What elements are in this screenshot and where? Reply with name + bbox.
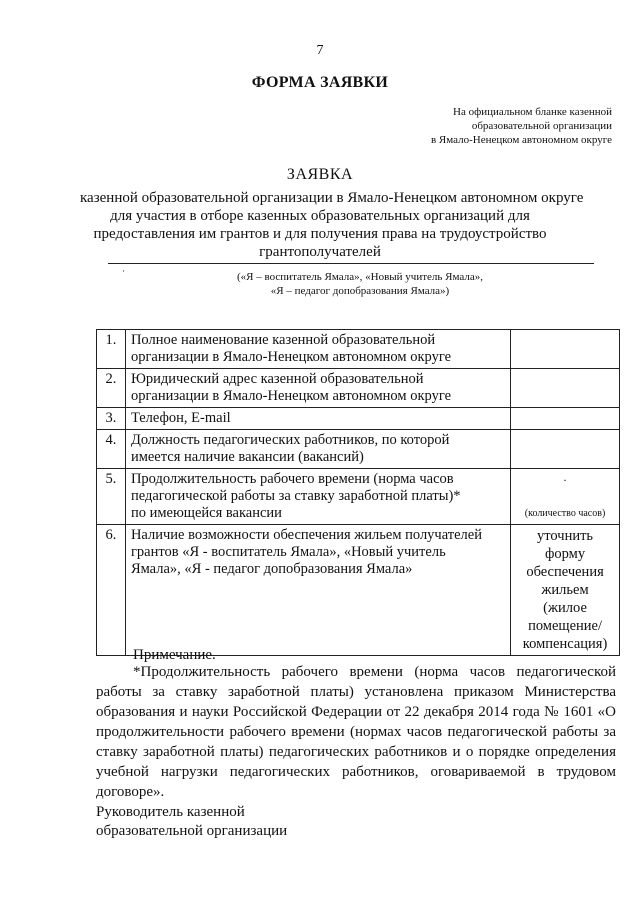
hours-caption: (количество часов): [524, 508, 606, 519]
row-description: [125, 430, 510, 469]
application-title: ЗАЯВКА: [286, 166, 354, 183]
official-note-line: в Ямало-Ненецком автономном округе: [430, 134, 612, 146]
row-text-line: Юридический адрес казенной образовательной: [130, 371, 424, 387]
subtitle-line: предоставления им грантов и для получения права на трудоустройство: [93, 226, 547, 242]
official-note-line: На официальном бланке казенной: [453, 106, 612, 118]
page-number: 7: [316, 43, 324, 58]
table-row: [97, 469, 620, 525]
value-cell[interactable]: [511, 408, 620, 430]
row-text-line: организации в Ямало-Ненецком автономном округе: [130, 388, 452, 404]
row-number: 5.: [97, 469, 126, 525]
subtitle-line: казенной образовательной организации в Ямало-Ненецком автономном округе: [80, 190, 584, 206]
row-text-line: педагогической работы за ставку заработной платы)*: [130, 488, 461, 504]
housing-text-line: (жилое: [543, 600, 587, 616]
official-note-line: образовательной организации: [471, 120, 612, 132]
table-row: [97, 369, 620, 408]
row-text-line: Телефон, E-mail: [130, 410, 231, 426]
value-cell[interactable]: [511, 330, 620, 369]
row-text-line: грантов «Я - воспитатель Ямала», «Новый учитель: [130, 544, 446, 560]
note-line: работы за ставку заработной платы) установлена приказом Министерства: [96, 684, 616, 700]
program-line: («Я – воспитатель Ямала», «Новый учитель Ямала»,: [237, 271, 483, 283]
note-line: *Продолжительность рабочего времени (норма часов педагогической: [133, 664, 616, 680]
row-description: [125, 330, 510, 369]
signature-line: Руководитель казенной: [96, 804, 245, 820]
row-text-line: Должность педагогических работников, по которой: [130, 432, 450, 448]
note-line: договоре».: [96, 784, 165, 800]
row-text-line: Полное наименование казенной образовательной: [130, 332, 436, 348]
table-row: [97, 430, 620, 469]
row-number: 2.: [97, 369, 126, 408]
field-mark: ·: [563, 473, 568, 487]
row-description: [125, 408, 510, 430]
program-line: «Я – педагог допобразования Ямала»): [270, 285, 450, 297]
program-names: [120, 270, 600, 298]
row-text-line: Продолжительность рабочего времени (норма часов: [130, 471, 454, 487]
official-letterhead-note: [392, 105, 612, 147]
application-subtitle: [80, 189, 584, 261]
note-body: [96, 662, 616, 802]
housing-text-line: помещение/: [528, 618, 602, 634]
row-description: [125, 369, 510, 408]
signature-line: образовательной организации: [96, 823, 288, 839]
housing-text-line: уточнить: [537, 528, 594, 544]
note-line: ставку заработной платы) педагогических работников и о порядке определения: [96, 744, 616, 760]
note-line: учебной нагрузки педагогических работников, оговариваемой в трудовом: [96, 764, 616, 780]
table-row: [97, 525, 620, 656]
subtitle-line: для участия в отборе казенных образовательных организаций для: [110, 208, 530, 224]
housing-text-line: жильем: [541, 582, 589, 598]
housing-value-cell[interactable]: [511, 525, 620, 656]
application-form-table: [96, 329, 620, 656]
note-title: Примечание.: [133, 647, 216, 663]
note-line: образования и науки Российской Федерации от 22 декабря 2014 года № 1601 «О: [96, 704, 616, 720]
row-number: 4.: [97, 430, 126, 469]
line-mark: ·: [122, 266, 125, 276]
value-cell[interactable]: [511, 430, 620, 469]
form-title: ФОРМА ЗАЯВКИ: [251, 74, 389, 91]
row-text-line: организации в Ямало-Ненецком автономном округе: [130, 349, 452, 365]
row-description: [125, 525, 510, 656]
row-text-line: по имеющейся вакансии: [130, 505, 282, 521]
row-text-line: Наличие возможности обеспечения жильем получателей: [130, 527, 482, 543]
table-row: [97, 330, 620, 369]
row-number: 1.: [97, 330, 126, 369]
row-number: 6.: [97, 525, 126, 656]
signature-block: [96, 803, 287, 841]
table-row: [97, 408, 620, 430]
note-line: продолжительности рабочего времени (нормах часов педагогической работы за: [96, 724, 616, 740]
row-text-line: имеется наличие вакансии (вакансий): [130, 449, 364, 465]
row-description: [125, 469, 510, 525]
housing-text-line: компенсация): [522, 636, 608, 652]
row-number: 3.: [97, 408, 126, 430]
subtitle-line: грантополучателей: [259, 244, 381, 260]
housing-text-line: форму: [544, 546, 586, 562]
fill-in-line: [108, 263, 594, 264]
row-text-line: Ямала», «Я - педагог допобразования Ямала»: [130, 561, 413, 577]
value-cell[interactable]: [511, 369, 620, 408]
hours-value-cell[interactable]: [511, 469, 620, 525]
housing-text-line: обеспечения: [526, 564, 604, 580]
